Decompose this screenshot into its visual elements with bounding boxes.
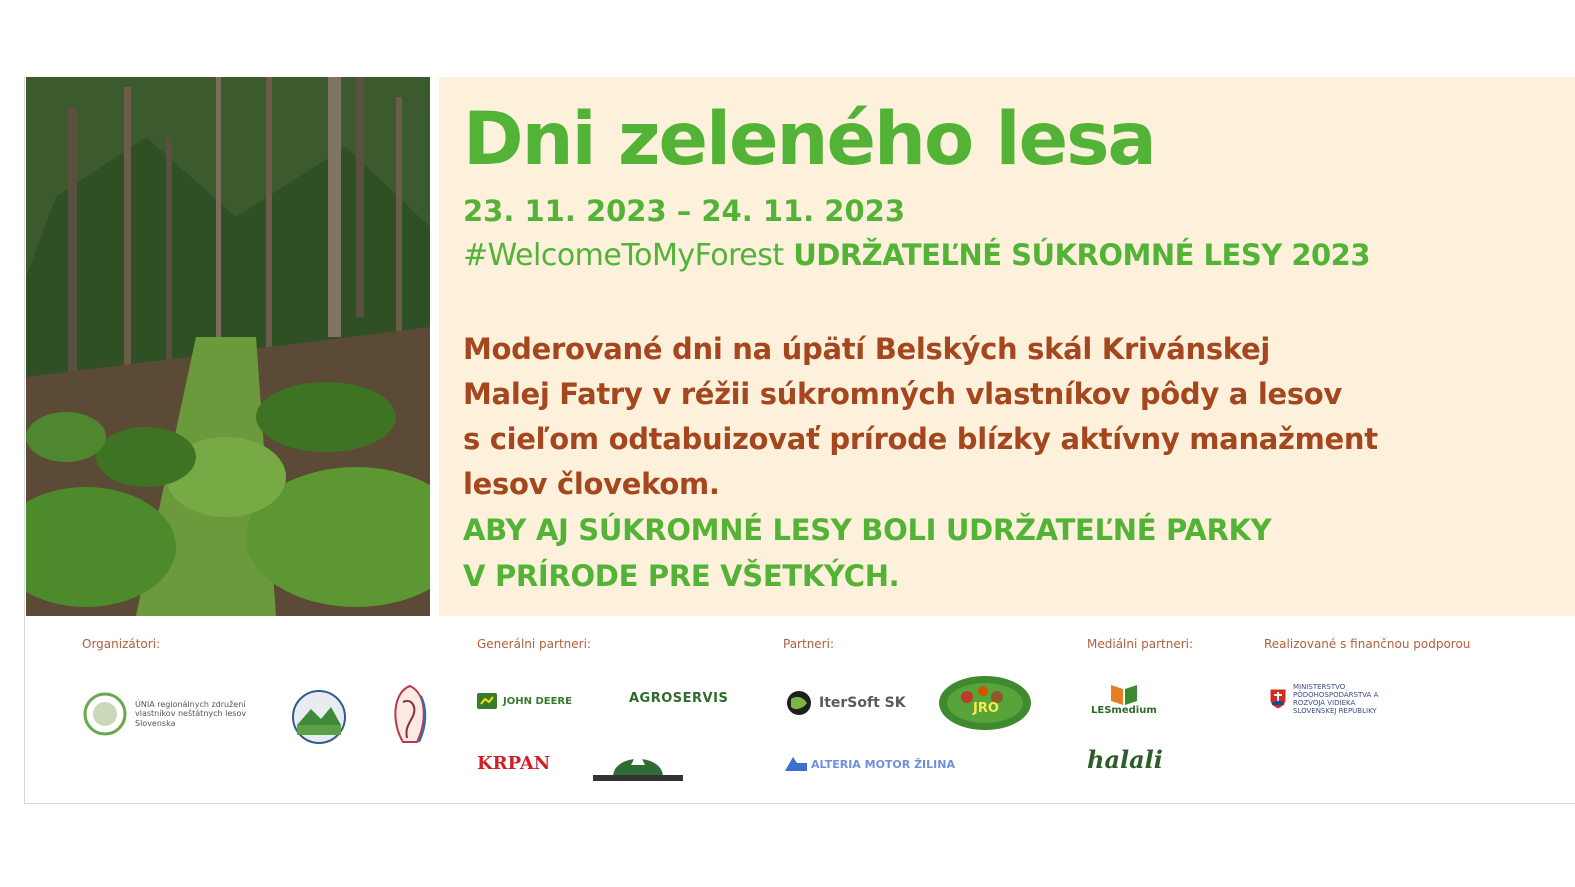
lesmedium-text: LESmedium (1091, 705, 1157, 716)
unia-emblem-icon (83, 692, 127, 736)
event-title: Dni zeleného lesa (463, 97, 1155, 182)
horse-emblem-icon (383, 682, 437, 752)
john-deere-text: JOHN DEERE (503, 695, 572, 707)
forest-association-logo (589, 745, 687, 785)
hashtag: #WelcomeToMyForest (463, 238, 784, 273)
event-info-panel (439, 77, 1575, 616)
organizer-seal-logo (291, 689, 347, 745)
itersoft-logo (785, 689, 906, 717)
event-tagline (463, 239, 1370, 272)
jro-logo (937, 671, 1033, 733)
itersoft-text: IterSoft SK (819, 695, 906, 711)
description-line: Moderované dni na úpätí Belských skál Krivánskej (463, 332, 1271, 366)
halali-logo (1087, 745, 1163, 774)
funding-label: Realizované s finančnou podporou (1264, 637, 1471, 651)
call-to-action-line: ABY AJ SÚKROMNÉ LESY BOLI UDRŽATEĽNÉ PARKY (463, 513, 1272, 547)
forest-illustration (26, 77, 430, 616)
media-partners-label: Mediálni partneri: (1087, 637, 1194, 651)
ministry-text: MINISTERSTVO PÔDOHOSPODÁRSTVA A ROZVOJA VIDIEKA SLOVENSKEJ REPUBLIKY (1293, 683, 1379, 716)
organizer-horse-logo (383, 682, 437, 752)
deer-icon (477, 693, 497, 709)
event-slogan: UDRŽATEĽNÉ SÚKROMNÉ LESY 2023 (793, 238, 1371, 272)
ministry-logo (1269, 683, 1393, 715)
alteria-mark-icon (785, 757, 807, 771)
tree-dome-icon (589, 745, 687, 785)
agroservis-text: AGROSERVIS (629, 691, 729, 706)
book-icon (1109, 681, 1139, 705)
organizers-label: Organizátori: (82, 637, 161, 651)
agroservis-logo (629, 691, 728, 706)
alteria-text: ALTERIA MOTOR ŽILINA (811, 757, 955, 771)
unia-logo (83, 692, 253, 736)
jro-text: JRO (973, 701, 999, 716)
general-partners-label: Generálni partneri: (477, 637, 591, 651)
krpan-text: KRPAN (477, 753, 551, 774)
call-to-action-line: V PRÍRODE PRE VŠETKÝCH. (463, 559, 900, 593)
event-dates: 23. 11. 2023 – 24. 11. 2023 (463, 194, 905, 228)
description-line: s cieľom odtabuizovať prírode blízky aktívny manažment (463, 422, 1378, 456)
event-banner (24, 77, 1575, 804)
lesmedium-logo (1091, 681, 1157, 716)
john-deere-logo (477, 693, 572, 709)
partners-label: Partneri: (783, 637, 834, 651)
krpan-logo (477, 753, 550, 774)
description-line: Malej Fatry v réžii súkromných vlastníkov pôdy a lesov (463, 377, 1343, 411)
forest-photo (26, 77, 430, 616)
event-description (463, 327, 1563, 599)
slovak-coat-of-arms-icon (1269, 688, 1287, 710)
mountain-seal-icon (291, 689, 347, 745)
globe-icon (785, 689, 813, 717)
alteria-logo (785, 757, 955, 771)
description-line: lesov človekom. (463, 467, 720, 501)
unia-text: ÚNIA regionálnych združení vlastníkov neštátnych lesov Slovenska (135, 700, 247, 728)
halali-text: halali (1087, 745, 1163, 774)
